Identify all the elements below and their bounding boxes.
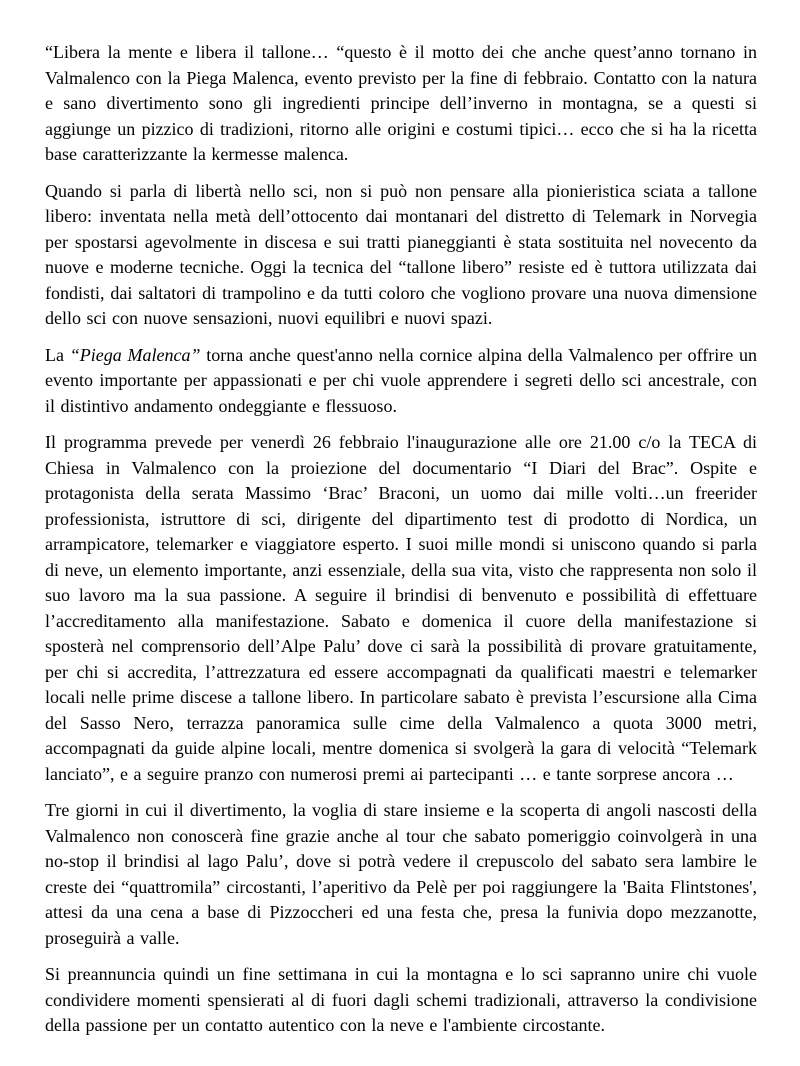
paragraph-closing: Si preannuncia quindi un fine settimana in cui la montagna e lo sci sapranno unire chi vuole condividere momenti spensierati al di fuori dagli schemi tradizionali, attraverso la condivisione della passione per un contatto autentico con la neve e l'ambiente circostante. — [45, 964, 757, 1035]
paragraph-intro-motto: “Libera la mente e libera il tallone… “questo è il motto dei che anche quest’anno tornano in Valmalenco con la Piega Malenca, evento previsto per la fine di febbraio. Contatto con la natura e sano divertimento sono gli ingredienti principe dell’inverno in montagna, se a questi si aggiunge un pizzico di tradizioni, ritorno alle origini e costumi tipici… ecco che si ha la ricetta base caratterizzante la kermesse malenca. — [45, 42, 757, 164]
paragraph-piega-malenca-before: La — [45, 344, 70, 365]
paragraph-piega-malenca-after: torna anche quest'anno nella cornice alpina della Valmalenco per offrire un evento importante per appassionati e per chi vuole apprendere i segreti dello sci ancestrale, con il distintivo andamento ondeggiante e flessuoso. — [45, 344, 758, 416]
event-name-italic: “Piega Malenca” — [69, 344, 201, 365]
paragraph-three-days: Tre giorni in cui il divertimento, la voglia di stare insieme e la scoperta di angoli nascosti della Valmalenco non conoscerà fine grazie anche al tour che sabato pomeriggio coinvolgerà in una no-stop il brindisi al lago Palu’, dove si potrà vedere il crepuscolo del sabato sera lambire le creste dei “quattromila” circostanti, l’aperitivo da Pelè per poi raggiungere la 'Baita Flintstones', attesi da una cena a base di Pizzoccheri ed una festa che, presa la funivia dopo mezzanotte, proseguirà a valle. — [45, 800, 757, 948]
paragraph-program: Il programma prevede per venerdì 26 febbraio l'inaugurazione alle ore 21.00 c/o la TECA di Chiesa in Valmalenco con la proiezione del documentario “I Diari del Brac”. Ospite e protagonista della serata Massimo ‘Brac’ Braconi, un uomo dai mille volti…un freerider professionista, istruttore di sci, dirigente del dipartimento test di prodotto di Nordica, un arrampicatore, telemarker e viaggiatore esperto. I suoi mille mondi si uniscono quando si parla di neve, un elemento importante, anzi essenziale, della sua vita, visto che rappresenta non solo il suo lavoro ma la sua passione. A seguire il brindisi di benvenuto e possibilità di effettuare l’accreditamento alla manifestazione. Sabato e domenica il cuore della manifestazione si sposterà nel comprensorio dell’Alpe Palu’ dove ci sarà la possibilità di provare gratuitamente, per chi si accredita, l’attrezzatura ed essere accompagnati da qualificati maestri e telemarker locali nelle prime discese a tallone libero. In particolare sabato è prevista l’escursione alla Cima del Sasso Nero, terrazza panoramica sulle cime della Valmalenco a quota 3000 metri, accompagnati da guide alpine locali, mentre domenica si svolgerà la gara di velocità “Telemark lanciato”, e a seguire pranzo con numerosi premi ai partecipanti … e tante sorprese ancora … — [45, 432, 757, 784]
paragraph-telemark-history: Quando si parla di libertà nello sci, non si può non pensare alla pionieristica sciata a tallone libero: inventata nella metà dell’ottocento dai montanari del distretto di Telemark in Norvegia per spostarsi agevolmente in discesa e sui tratti pianeggianti è stata sostituita nel novecento da nuove e moderne tecniche. Oggi la tecnica del “tallone libero” resiste ed è tuttora utilizzata dai fondisti, dai saltatori di trampolino e da tutti coloro che vogliono provare una nuova dimensione dello sci con nuove sensazioni, nuovi equilibri e nuovi spazi. — [45, 180, 757, 328]
paragraph-piega-malenca — [45, 343, 757, 420]
